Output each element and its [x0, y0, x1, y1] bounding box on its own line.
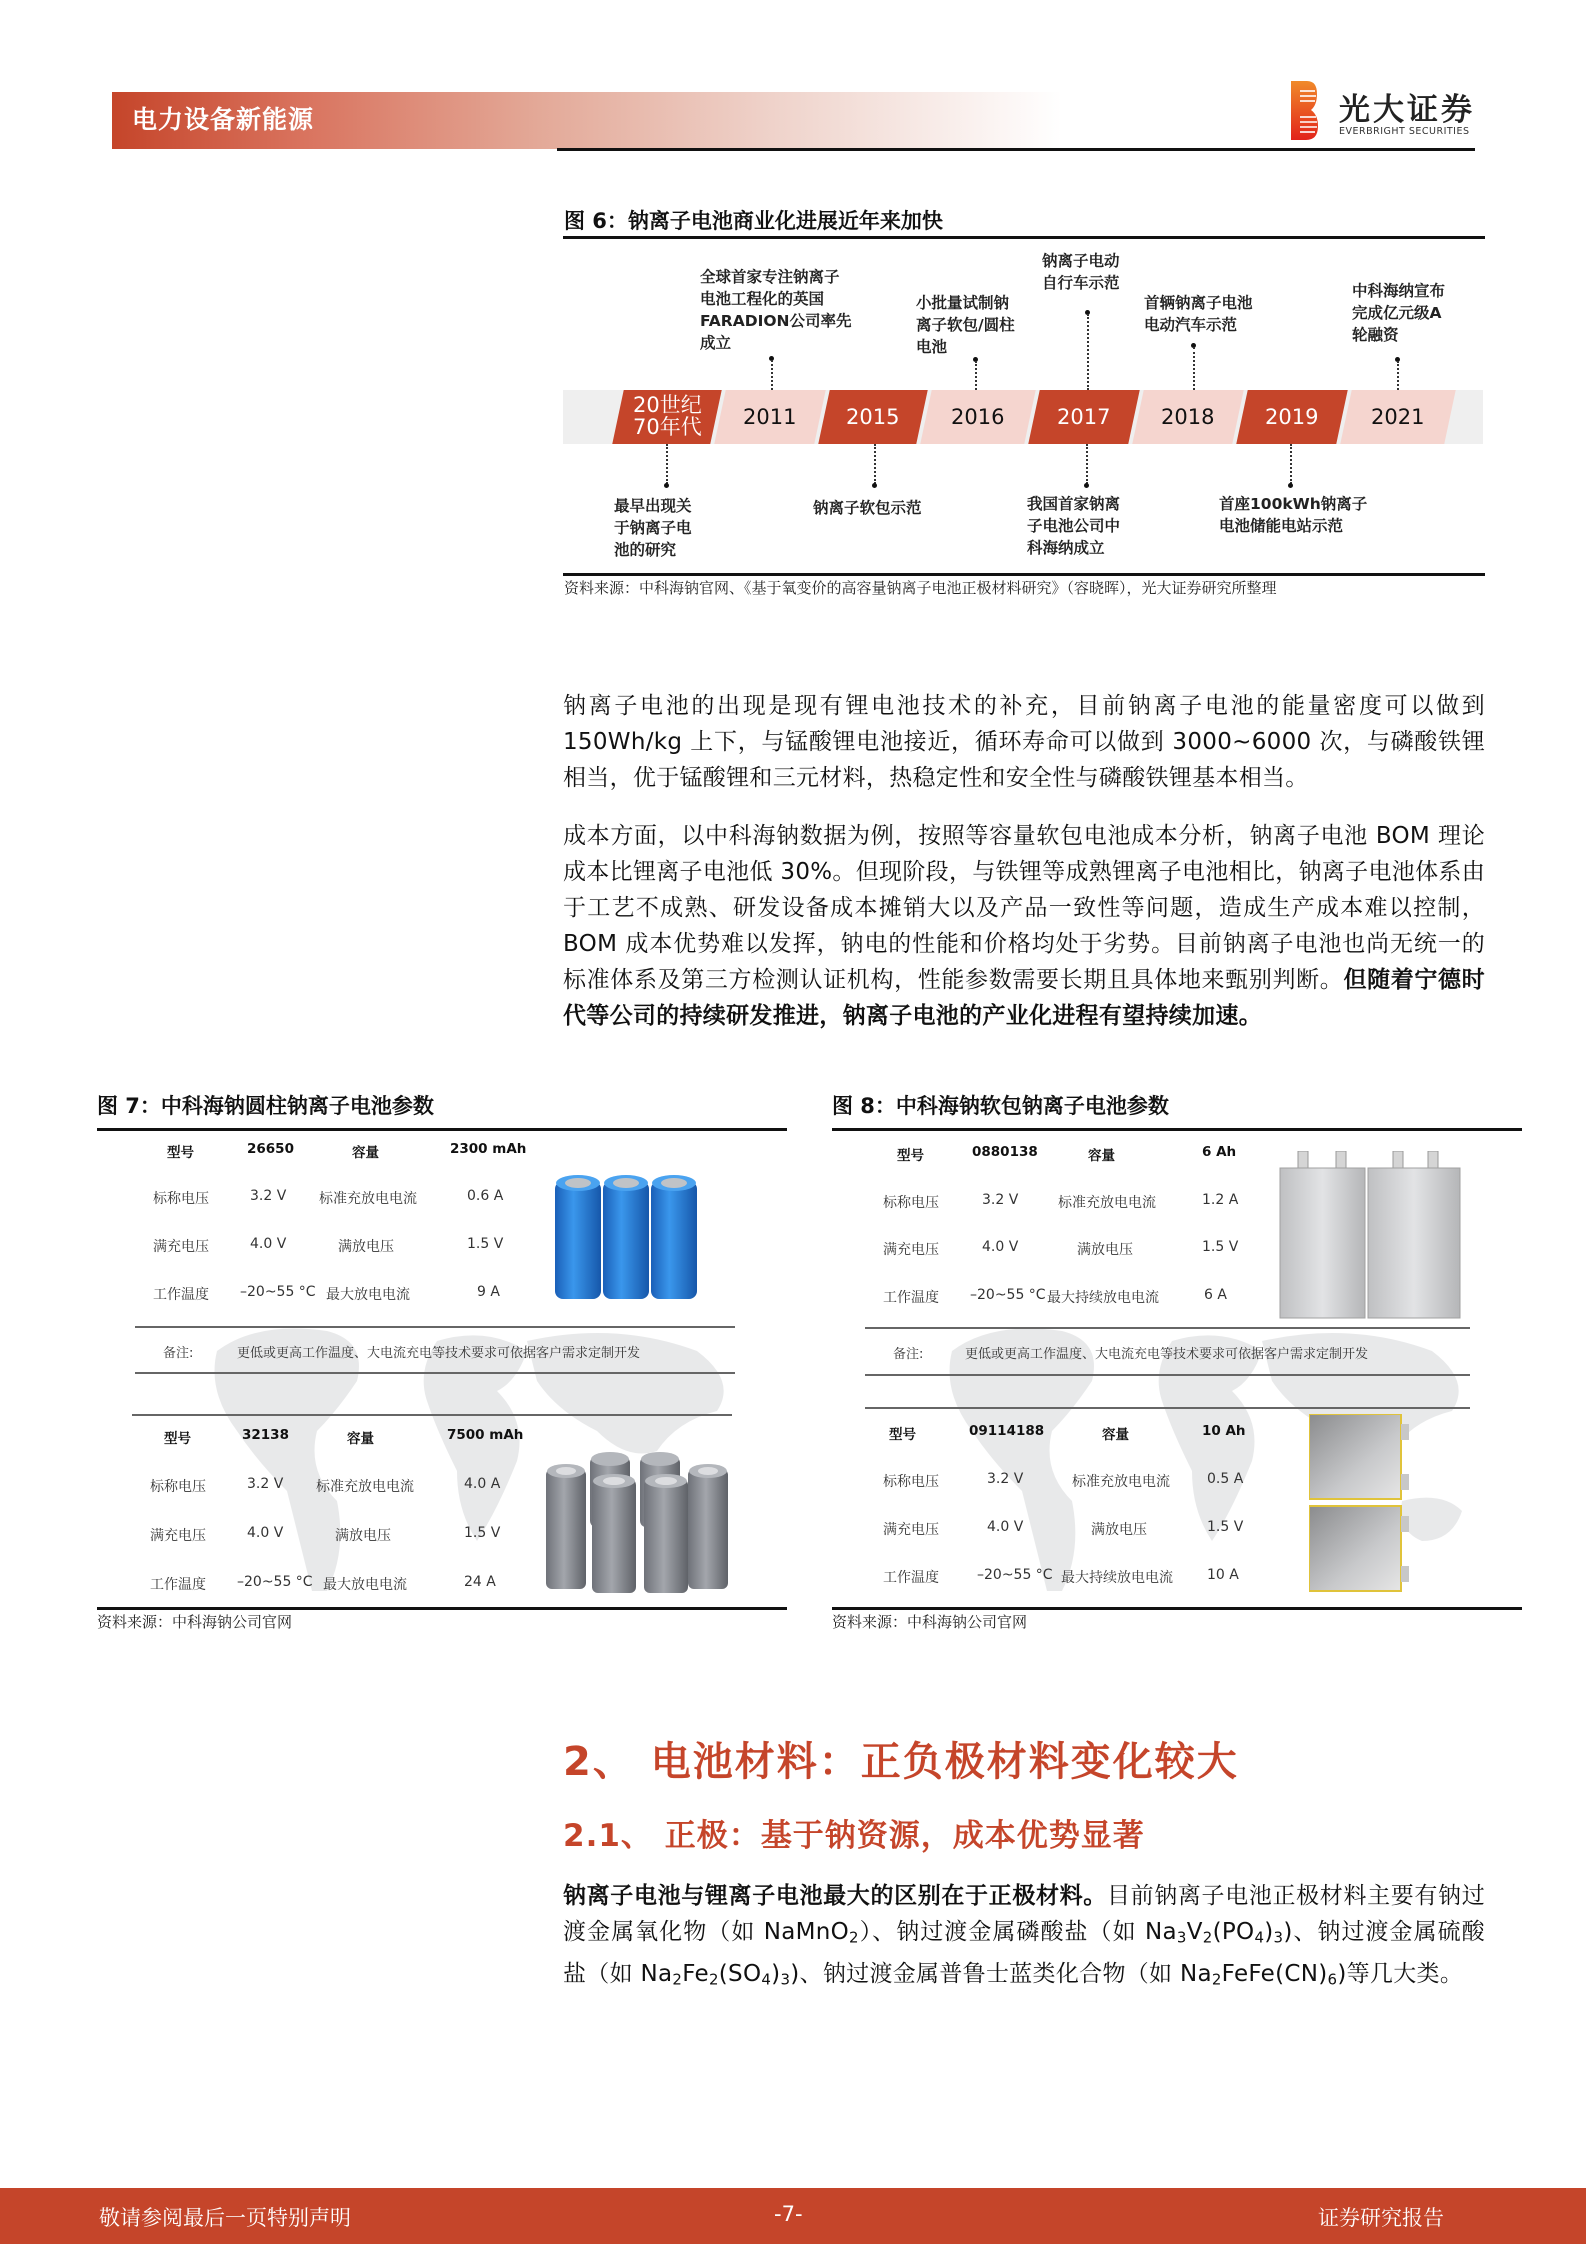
spec-value: 2300 mAh: [450, 1141, 527, 1157]
event-2016: [916, 292, 1015, 358]
timeline-connector: [1397, 361, 1399, 390]
event-2021: [1352, 280, 1445, 346]
spec-divider: [132, 1414, 732, 1416]
figure6-source: 资料来源：中科海钠官网、《基于氧变价的高容量钠离子电池正极材料研究》（容晓晖），光大证券研究所整理: [564, 579, 1277, 597]
event-line: 小批量试制钠: [916, 294, 1010, 312]
event-2017-below: [1027, 493, 1120, 559]
event-line: 于钠离子电: [614, 519, 692, 537]
spec-label: 满充电压: [150, 1528, 206, 1544]
spec-value: 1.2 A: [1202, 1192, 1239, 1208]
event-2015: [813, 497, 922, 519]
spec-value: 1.5 V: [467, 1236, 504, 1252]
spec-label: 标准充放电电流: [1058, 1195, 1156, 1211]
timeline-label: 2016: [951, 405, 1005, 429]
cylinder-battery-gray-icon: [544, 1449, 739, 1594]
spec-label: 工作温度: [150, 1577, 206, 1593]
body-paragraph-2: [563, 818, 1485, 1034]
spec-label: 标称电压: [153, 1191, 209, 1207]
event-line: 首辆钠离子电池: [1144, 294, 1253, 312]
logo-text-en: EVERBRIGHT SECURITIES: [1339, 126, 1470, 137]
event-line: 科海纳成立: [1027, 539, 1105, 557]
paragraph-text: 等几大类。: [1346, 1960, 1464, 1987]
timeline-label: 2018: [1161, 405, 1215, 429]
timeline-segment-2017: [1028, 390, 1139, 444]
spec-value: –20~55 °C: [977, 1567, 1053, 1583]
spec-label: 满放电压: [1077, 1242, 1133, 1258]
event-line: 全球首家专注钠离子: [700, 268, 840, 286]
everbright-logo-icon: [1291, 81, 1318, 140]
spec-value: 7500 mAh: [447, 1427, 524, 1443]
spec-label: 最大放电电流: [323, 1577, 407, 1593]
event-line: 自行车示范: [1042, 274, 1120, 292]
timeline-connector: [1290, 444, 1292, 484]
event-2019: [1219, 493, 1367, 537]
spec-label: 满充电压: [153, 1239, 209, 1255]
timeline-segment-2021: [1340, 390, 1455, 444]
event-line: 最早出现关: [614, 497, 692, 515]
pouch-battery-icon: [1278, 1151, 1463, 1321]
event-line: 完成亿元级A: [1352, 304, 1442, 322]
timeline-connector: [666, 444, 668, 484]
spec-label: 型号: [167, 1145, 194, 1161]
spec-label: 满放电压: [338, 1239, 394, 1255]
spec-label: 标称电压: [883, 1474, 939, 1490]
spec-value: 0.6 A: [467, 1188, 504, 1204]
spec-divider: [135, 1326, 735, 1328]
spec-value: 6 A: [1204, 1287, 1227, 1303]
spec-divider: [865, 1327, 1470, 1329]
timeline-segment-1970s: [612, 390, 721, 444]
event-line: 钠离子电动: [1042, 252, 1120, 270]
spec-divider: [865, 1374, 1470, 1376]
timeline-label: 20世纪: [632, 393, 702, 417]
spec-value: 10 Ah: [1202, 1423, 1246, 1439]
section-heading: 2、 电池材料：正负极材料变化较大: [563, 1739, 1239, 1785]
timeline-label: 2017: [1057, 405, 1111, 429]
event-line: 电池: [916, 338, 948, 356]
paragraph-text: 、钠过渡金属普鲁士蓝类化合物（如 Na: [799, 1960, 1212, 1987]
spec-label: 型号: [897, 1148, 924, 1164]
paragraph-text: 目前钠离子电池正极材料主要有钠过渡金属氧化物（如 NaMnO: [563, 1883, 1485, 1945]
figure6-title: 图 6：钠离子电池商业化进展近年来加快: [564, 209, 943, 233]
spec-label: 满放电压: [335, 1528, 391, 1544]
timeline-connector: [771, 360, 773, 390]
figure7-title: 图 7：中科海钠圆柱钠离子电池参数: [97, 1094, 434, 1118]
event-line: 我国首家钠离: [1027, 495, 1121, 513]
spec-label: 最大持续放电电流: [1047, 1290, 1159, 1306]
spec-value: 9 A: [477, 1284, 500, 1300]
spec-value: 4.0 V: [250, 1236, 287, 1252]
spec-value: 3.2 V: [987, 1471, 1024, 1487]
spec-divider: [865, 1407, 1470, 1409]
timeline-label: 70年代: [632, 415, 702, 439]
figure7-spec-image: [97, 1131, 787, 1601]
spec-label: 型号: [164, 1431, 191, 1447]
timeline-dot: [872, 483, 877, 488]
figure8-source-rule: [832, 1607, 1522, 1610]
spec-value: 1.5 V: [464, 1525, 501, 1541]
page-number: -7-: [774, 2202, 803, 2226]
section2-paragraph: 钠离子电池与锂离子电池最大的区别在于正极材料。目前钠离子电池正极材料主要有钠过渡金属氧化物（如 NaMnO$_2$）、钠过渡金属磷酸盐（如 $Na_3V_2(PO_4)_3$)、钠过渡金属硫酸盐（如 $Na_2Fe_2(SO_4)_3$)、钠过渡金属普鲁士蓝类化合物（如 $Na_2FeFe(CN)_6$)等几大类。: [563, 1883, 1485, 1989]
pouch-battery-large-icon: [1309, 1414, 1419, 1594]
timeline-label: 2019: [1265, 405, 1319, 429]
note-label: 备注:: [893, 1347, 924, 1362]
timeline-segment-2019: [1236, 390, 1347, 444]
event-2011: [700, 266, 852, 354]
spec-label: 标准充放电电流: [1072, 1474, 1170, 1490]
timeline-connector: [1193, 347, 1195, 390]
timeline-segment-2011: [714, 390, 825, 444]
paragraph-text: 成本方面，以中科海钠数据为例，按照等容量软包电池成本分析，钠离子电池 BOM 理论成本比锂离子电池低 30%。但现阶段，与铁锂等成熟锂离子电池相比，钠离子电池体系由于工艺不成熟、研发设备成本摊销大以及产品一致性等问题，造成生产成本难以控制，BOM 成本优势难以发挥，钠电的性能和价格均处于劣势。目前钠离子电池也尚无统一的标准体系及第三方检测认证机构，性能参数需要长期且具体地来甄别判断。: [563, 823, 1485, 993]
event-line: 子电池公司中: [1027, 517, 1121, 535]
spec-label: 容量: [347, 1431, 374, 1447]
paragraph-emphasis: 钠离子电池与锂离子电池最大的区别在于正极材料。: [563, 1883, 1107, 1909]
timeline-segment-2016: [920, 390, 1035, 444]
spec-label: 工作温度: [883, 1290, 939, 1306]
event-line: 电池工程化的英国: [700, 290, 825, 308]
timeline-segment-2015: [818, 390, 927, 444]
paragraph-text: ）、钠过渡金属磷酸盐（如 Na: [858, 1919, 1177, 1945]
event-2017-above: [1042, 250, 1120, 294]
footer-report-type: 证券研究报告: [1318, 2206, 1444, 2230]
spec-value: –20~55 °C: [240, 1284, 316, 1300]
spec-value: 4.0 V: [247, 1525, 284, 1541]
event-1970s: [614, 495, 692, 561]
figure8-spec-image: [832, 1131, 1522, 1601]
spec-value: 3.2 V: [247, 1476, 284, 1492]
spec-label: 标准充放电电流: [316, 1479, 414, 1495]
spec-value: 1.5 V: [1207, 1519, 1244, 1535]
spec-value: 26650: [247, 1141, 294, 1157]
event-line: 电池储能电站示范: [1219, 517, 1344, 535]
figure6-source-rule: [563, 573, 1485, 576]
spec-label: 满充电压: [883, 1522, 939, 1538]
spec-label: 标称电压: [150, 1479, 206, 1495]
timeline-connector: [1087, 314, 1089, 390]
event-line: 离子软包/圆柱: [916, 316, 1015, 334]
spec-value: 10 A: [1207, 1567, 1239, 1583]
cylinder-battery-blue-icon: [552, 1171, 702, 1301]
spec-value: 1.5 V: [1202, 1239, 1239, 1255]
spec-divider: [135, 1372, 735, 1374]
figure8-source: 资料来源：中科海钠公司官网: [832, 1613, 1028, 1631]
spec-label: 标称电压: [883, 1195, 939, 1211]
logo-text-cn: 光大证券: [1339, 92, 1475, 128]
spec-label: 最大持续放电电流: [1061, 1570, 1173, 1586]
spec-value: –20~55 °C: [237, 1574, 313, 1590]
timeline-connector: [874, 444, 876, 484]
spec-label: 工作温度: [883, 1570, 939, 1586]
spec-value: 24 A: [464, 1574, 496, 1590]
spec-value: 4.0 A: [464, 1476, 501, 1492]
event-line: 电动汽车示范: [1144, 316, 1238, 334]
timeline-label: 2011: [743, 405, 797, 429]
spec-label: 满充电压: [883, 1242, 939, 1258]
timeline-connector: [1086, 444, 1088, 484]
figure7-source-rule: [97, 1607, 787, 1610]
spec-label: 最大放电电流: [326, 1287, 410, 1303]
paragraph-emphasis: 但随着宁德时代等公司的持续研发推进，钠离子电池的产业化进程有望持续加速。: [563, 967, 1485, 1029]
note-label: 备注:: [163, 1346, 194, 1361]
spec-value: 32138: [242, 1427, 289, 1443]
event-line: 成立: [700, 334, 732, 352]
event-2018: [1144, 292, 1253, 336]
figure6-title-rule: [563, 236, 1485, 239]
note-text: 更低或更高工作温度、大电流充电等技术要求可依据客户需求定制开发: [965, 1347, 1369, 1362]
footer-disclaimer: 敬请参阅最后一页特别声明: [99, 2206, 351, 2230]
figure8-title: 图 8：中科海钠软包钠离子电池参数: [832, 1094, 1169, 1118]
spec-value: –20~55 °C: [970, 1287, 1046, 1303]
figure7-source: 资料来源：中科海钠公司官网: [97, 1613, 293, 1631]
spec-value: 0.5 A: [1207, 1471, 1244, 1487]
spec-label: 容量: [1102, 1427, 1129, 1443]
event-line: 首座100kWh钠离子: [1219, 495, 1368, 513]
event-line: 中科海纳宣布: [1352, 282, 1446, 300]
event-line: 钠离子软包示范: [813, 499, 922, 517]
timeline-dot: [664, 483, 669, 488]
timeline-dot: [1288, 483, 1293, 488]
spec-value: 09114188: [969, 1423, 1045, 1439]
spec-label: 标准充放电电流: [319, 1191, 417, 1207]
spec-value: 6 Ah: [1202, 1144, 1237, 1160]
event-line: FARADION公司率先: [700, 312, 852, 330]
spec-value: 3.2 V: [250, 1188, 287, 1204]
timeline-connector: [975, 361, 977, 390]
timeline-dot: [1084, 483, 1089, 488]
spec-label: 工作温度: [153, 1287, 209, 1303]
timeline-label: 2021: [1371, 405, 1425, 429]
paragraph-text: 、钠过渡金属硫酸盐（如 Na: [563, 1919, 1485, 1987]
spec-value: 4.0 V: [982, 1239, 1019, 1255]
spec-label: 型号: [889, 1427, 916, 1443]
subsection-heading: 2.1、 正极：基于钠资源，成本优势显著: [563, 1818, 1145, 1854]
note-text: 更低或更高工作温度、大电流充电等技术要求可依据客户需求定制开发: [237, 1346, 641, 1361]
spec-value: 4.0 V: [987, 1519, 1024, 1535]
spec-value: 0880138: [972, 1144, 1038, 1160]
event-line: 池的研究: [614, 541, 677, 559]
header-divider: [557, 148, 1475, 151]
spec-label: 容量: [1088, 1148, 1115, 1164]
timeline-label: 2015: [846, 405, 900, 429]
section-title: 电力设备新能源: [132, 105, 315, 134]
spec-label: 满放电压: [1091, 1522, 1147, 1538]
spec-value: 3.2 V: [982, 1192, 1019, 1208]
timeline-segment-2018: [1132, 390, 1243, 444]
event-line: 轮融资: [1352, 326, 1399, 344]
spec-label: 容量: [352, 1145, 379, 1161]
body-paragraph-1: 钠离子电池的出现是现有锂电池技术的补充，目前钠离子电池的能量密度可以做到 150Wh/kg 上下，与锰酸锂电池接近，循环寿命可以做到 3000~6000 次，与磷酸铁锂相当，优于锰酸锂和三元材料，热稳定性和安全性与磷酸铁锂基本相当。: [563, 693, 1485, 791]
